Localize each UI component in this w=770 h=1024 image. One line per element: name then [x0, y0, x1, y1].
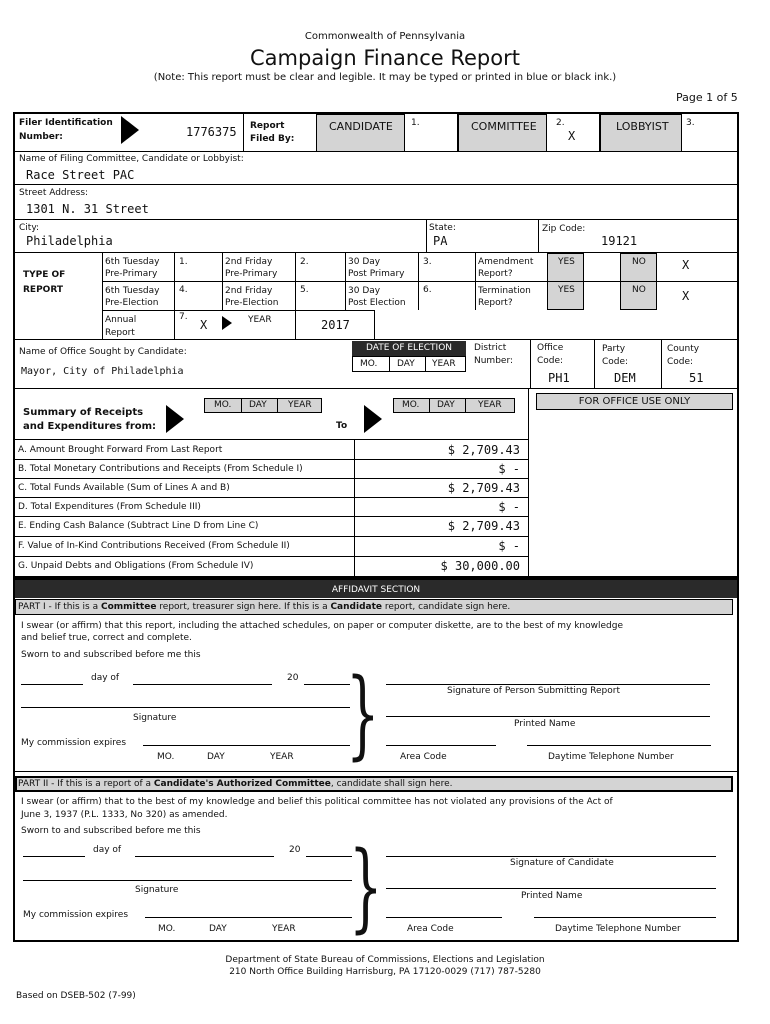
part2-brace: }	[349, 831, 383, 943]
part1-sworn: Sworn to and subscribed before me this	[21, 650, 201, 660]
part2-commission: My commission expires	[23, 910, 129, 920]
summary-row-divider	[15, 497, 529, 498]
filed-by-label: Report	[250, 121, 285, 131]
zip-value[interactable]: 19121	[601, 234, 638, 248]
r6-label-2: Post Election	[348, 298, 406, 308]
summary-row-value[interactable]: $ -	[498, 539, 520, 553]
r3-label: 30 Day	[348, 257, 381, 267]
r2-num[interactable]: 2.	[300, 257, 309, 267]
from-year-label: YEAR	[288, 400, 312, 410]
filer-id-value[interactable]: 1776375	[186, 125, 237, 139]
summary-row-value[interactable]: $ -	[498, 462, 520, 476]
amendment-checkmark[interactable]: X	[682, 258, 690, 272]
amendment-label: Amendment	[478, 257, 534, 267]
r2-label-2: Pre-Primary	[225, 269, 278, 279]
part1-signature-label: Signature	[133, 713, 177, 723]
r7-checkmark[interactable]: X	[200, 318, 208, 332]
affidavit-title: AFFIDAVIT SECTION	[331, 585, 421, 595]
legibility-note: (Note: This report must be clear and legible. It may be typed or printed in blue or black ink.)	[153, 72, 617, 83]
to-day-label: DAY	[437, 400, 455, 410]
filer-id-arrow-icon	[121, 116, 139, 144]
party-code-label-2: Code:	[602, 357, 629, 367]
district-label-2: Number:	[474, 356, 514, 366]
filer-id-label-2: Number:	[19, 132, 63, 142]
to-mo-label: MO.	[402, 400, 420, 410]
summary-title: Summary of Receipts	[23, 407, 144, 418]
part2-sig-candidate: Signature of Candidate	[510, 858, 614, 868]
part1-day-of: day of	[91, 673, 120, 683]
county-code-label-2: Code:	[667, 357, 694, 367]
county-code-label: County	[667, 344, 700, 354]
summary-row-value[interactable]: $ 30,000.00	[440, 559, 520, 573]
committee-label: COMMITTEE	[471, 120, 537, 133]
lobbyist-num: 3.	[686, 118, 695, 128]
r4-label: 6th Tuesday	[105, 286, 160, 296]
office-code-label: Office	[537, 343, 564, 353]
summary-row-label: E. Ending Cash Balance (Subtract Line D from Line C)	[18, 521, 259, 531]
termination-yes: YES	[558, 285, 575, 295]
street-value[interactable]: 1301 N. 31 Street	[26, 202, 149, 216]
part1-oath-2: and belief true, correct and complete.	[21, 633, 192, 643]
to-year-label: YEAR	[478, 400, 502, 410]
footer-based-on: Based on DSEB-502 (7-99)	[16, 991, 136, 1001]
page-title: Campaign Finance Report	[250, 46, 520, 70]
type-of-report-label: TYPE OF	[23, 270, 66, 280]
part2-area-code: Area Code	[407, 924, 454, 934]
part2-mo: MO.	[158, 924, 176, 934]
office-code-label-2: Code:	[537, 356, 564, 366]
party-code-value[interactable]: DEM	[614, 371, 636, 385]
filed-by-label-2: Filed By:	[250, 134, 295, 144]
part2-daytime-phone: Daytime Telephone Number	[555, 924, 681, 934]
office-use-label: FOR OFFICE USE ONLY	[578, 396, 691, 407]
office-code-value[interactable]: PH1	[548, 371, 570, 385]
footer-department: Department of State Bureau of Commissions, Elections and Legislation	[225, 955, 545, 965]
summary-row-divider	[15, 459, 529, 460]
county-code-value[interactable]: 51	[689, 371, 704, 385]
type-of-report-label-2: REPORT	[23, 285, 63, 295]
summary-from-arrow-icon	[166, 405, 184, 433]
r1-label-2: Pre-Primary	[105, 269, 158, 279]
r1-num[interactable]: 1.	[179, 257, 188, 267]
r5-num[interactable]: 5.	[300, 285, 309, 295]
amendment-yes: YES	[558, 257, 575, 267]
r7-label: Annual	[105, 315, 137, 325]
part1-sig-person: Signature of Person Submitting Report	[447, 686, 620, 696]
election-year-label: YEAR	[432, 359, 456, 369]
r6-label: 30 Day	[348, 286, 381, 296]
summary-row-label: C. Total Funds Available (Sum of Lines A and B)	[18, 483, 230, 493]
part1-twenty: 20	[287, 673, 299, 683]
part2-label: PART II - If this is a report of a Candidate's Authorized Committee, candidate shall sign here.	[18, 779, 453, 789]
r3-num[interactable]: 3.	[423, 257, 432, 267]
commonwealth-heading: Commonwealth of Pennsylvania	[304, 31, 466, 42]
summary-row-divider	[15, 516, 529, 517]
summary-title-2: and Expenditures from:	[23, 421, 157, 432]
part1-printed-name: Printed Name	[514, 719, 576, 729]
part1-oath: I swear (or affirm) that this report, including the attached schedules, on paper or computer diskette, are to the best of my knowledge	[21, 621, 623, 631]
city-value[interactable]: Philadelphia	[26, 234, 113, 248]
part1-year: YEAR	[270, 752, 294, 762]
part2-sworn: Sworn to and subscribed before me this	[21, 826, 201, 836]
state-label: State:	[429, 223, 456, 233]
candidate-num: 1.	[411, 118, 420, 128]
street-label: Street Address:	[19, 188, 89, 198]
summary-row-label: B. Total Monetary Contributions and Receipts (From Schedule I)	[18, 464, 303, 474]
committee-num: 2.	[556, 118, 565, 128]
summary-row-value[interactable]: $ -	[498, 500, 520, 514]
name-label: Name of Filing Committee, Candidate or Lobbyist:	[19, 154, 244, 164]
r1-label: 6th Tuesday	[105, 257, 160, 267]
election-mo-label: MO.	[360, 359, 378, 369]
part2-twenty: 20	[289, 845, 301, 855]
r4-num[interactable]: 4.	[179, 285, 188, 295]
part1-daytime-phone: Daytime Telephone Number	[548, 752, 674, 762]
zip-label: Zip Code:	[542, 224, 586, 234]
part2-signature-label: Signature	[135, 885, 179, 895]
summary-row-value[interactable]: $ 2,709.43	[447, 519, 520, 533]
party-code-label: Party	[602, 344, 626, 354]
election-day-label: DAY	[397, 359, 415, 369]
part2-day-of: day of	[93, 845, 122, 855]
termination-label-2: Report?	[478, 298, 513, 308]
r5-label-2: Pre-Election	[225, 298, 279, 308]
termination-label: Termination	[478, 286, 531, 296]
part1-mo: MO.	[157, 752, 175, 762]
summary-row-label: D. Total Expenditures (From Schedule III)	[18, 502, 201, 512]
part1-commission: My commission expires	[21, 738, 127, 748]
amendment-no: NO	[632, 257, 646, 267]
part1-brace: }	[346, 658, 380, 770]
footer-address: 210 North Office Building Harrisburg, PA 17120-0029 (717) 787-5280	[229, 967, 541, 977]
summary-to-label: To	[336, 421, 348, 431]
summary-row-value[interactable]: $ 2,709.43	[447, 443, 520, 457]
part2-day: DAY	[209, 924, 227, 934]
amendment-label-2: Report?	[478, 269, 513, 279]
city-label: City:	[19, 223, 40, 233]
r6-num[interactable]: 6.	[423, 285, 432, 295]
r7-label-2: Report	[105, 328, 135, 338]
lobbyist-label: LOBBYIST	[616, 120, 669, 133]
office-sought-value[interactable]: Mayor, City of Philadelphia	[21, 366, 184, 377]
summary-row-divider	[15, 536, 529, 537]
part2-oath: I swear (or affirm) that to the best of my knowledge and belief this political committee has not violated any provisions of the Act of	[21, 797, 613, 807]
summary-row-label: A. Amount Brought Forward From Last Report	[18, 445, 223, 455]
summary-row-label: F. Value of In-Kind Contributions Received (From Schedule II)	[18, 541, 290, 551]
summary-row-divider	[15, 478, 529, 479]
summary-row-label: G. Unpaid Debts and Obligations (From Schedule IV)	[18, 561, 254, 571]
summary-row-divider	[15, 556, 529, 557]
part2-oath-2: June 3, 1937 (P.L. 1333, No 320) as amended.	[21, 810, 228, 820]
filer-id-label: Filer Identification	[19, 118, 113, 128]
state-value[interactable]: PA	[433, 234, 448, 248]
part2-printed-name: Printed Name	[521, 891, 583, 901]
r2-label: 2nd Friday	[225, 257, 273, 267]
r5-label: 2nd Friday	[225, 286, 273, 296]
r7-num[interactable]: 7.	[179, 312, 188, 322]
from-mo-label: MO.	[214, 400, 232, 410]
office-sought-label: Name of Office Sought by Candidate:	[19, 347, 187, 357]
termination-checkmark[interactable]: X	[682, 289, 690, 303]
date-of-election-label: DATE OF ELECTION	[365, 343, 453, 353]
committee-checkmark[interactable]: X	[568, 129, 576, 143]
year-label: YEAR	[248, 315, 272, 325]
part1-label: PART I - If this is a Committee report, treasurer sign here. If this is a Candidate report, candidate sign here.	[18, 602, 511, 612]
r4-label-2: Pre-Election	[105, 298, 159, 308]
year-value[interactable]: 2017	[321, 318, 350, 332]
candidate-label: CANDIDATE	[329, 120, 393, 133]
part2-year: YEAR	[272, 924, 296, 934]
part1-day: DAY	[207, 752, 225, 762]
part1-area-code: Area Code	[400, 752, 447, 762]
name-value[interactable]: Race Street PAC	[26, 168, 135, 182]
r3-label-2: Post Primary	[348, 269, 405, 279]
year-arrow-icon	[222, 316, 232, 330]
termination-no: NO	[632, 285, 646, 295]
district-label: District	[474, 343, 507, 353]
summary-to-arrow-icon	[364, 405, 382, 433]
from-day-label: DAY	[249, 400, 267, 410]
page-number: Page 1 of 5	[676, 91, 738, 104]
summary-row-value[interactable]: $ 2,709.43	[447, 481, 520, 495]
